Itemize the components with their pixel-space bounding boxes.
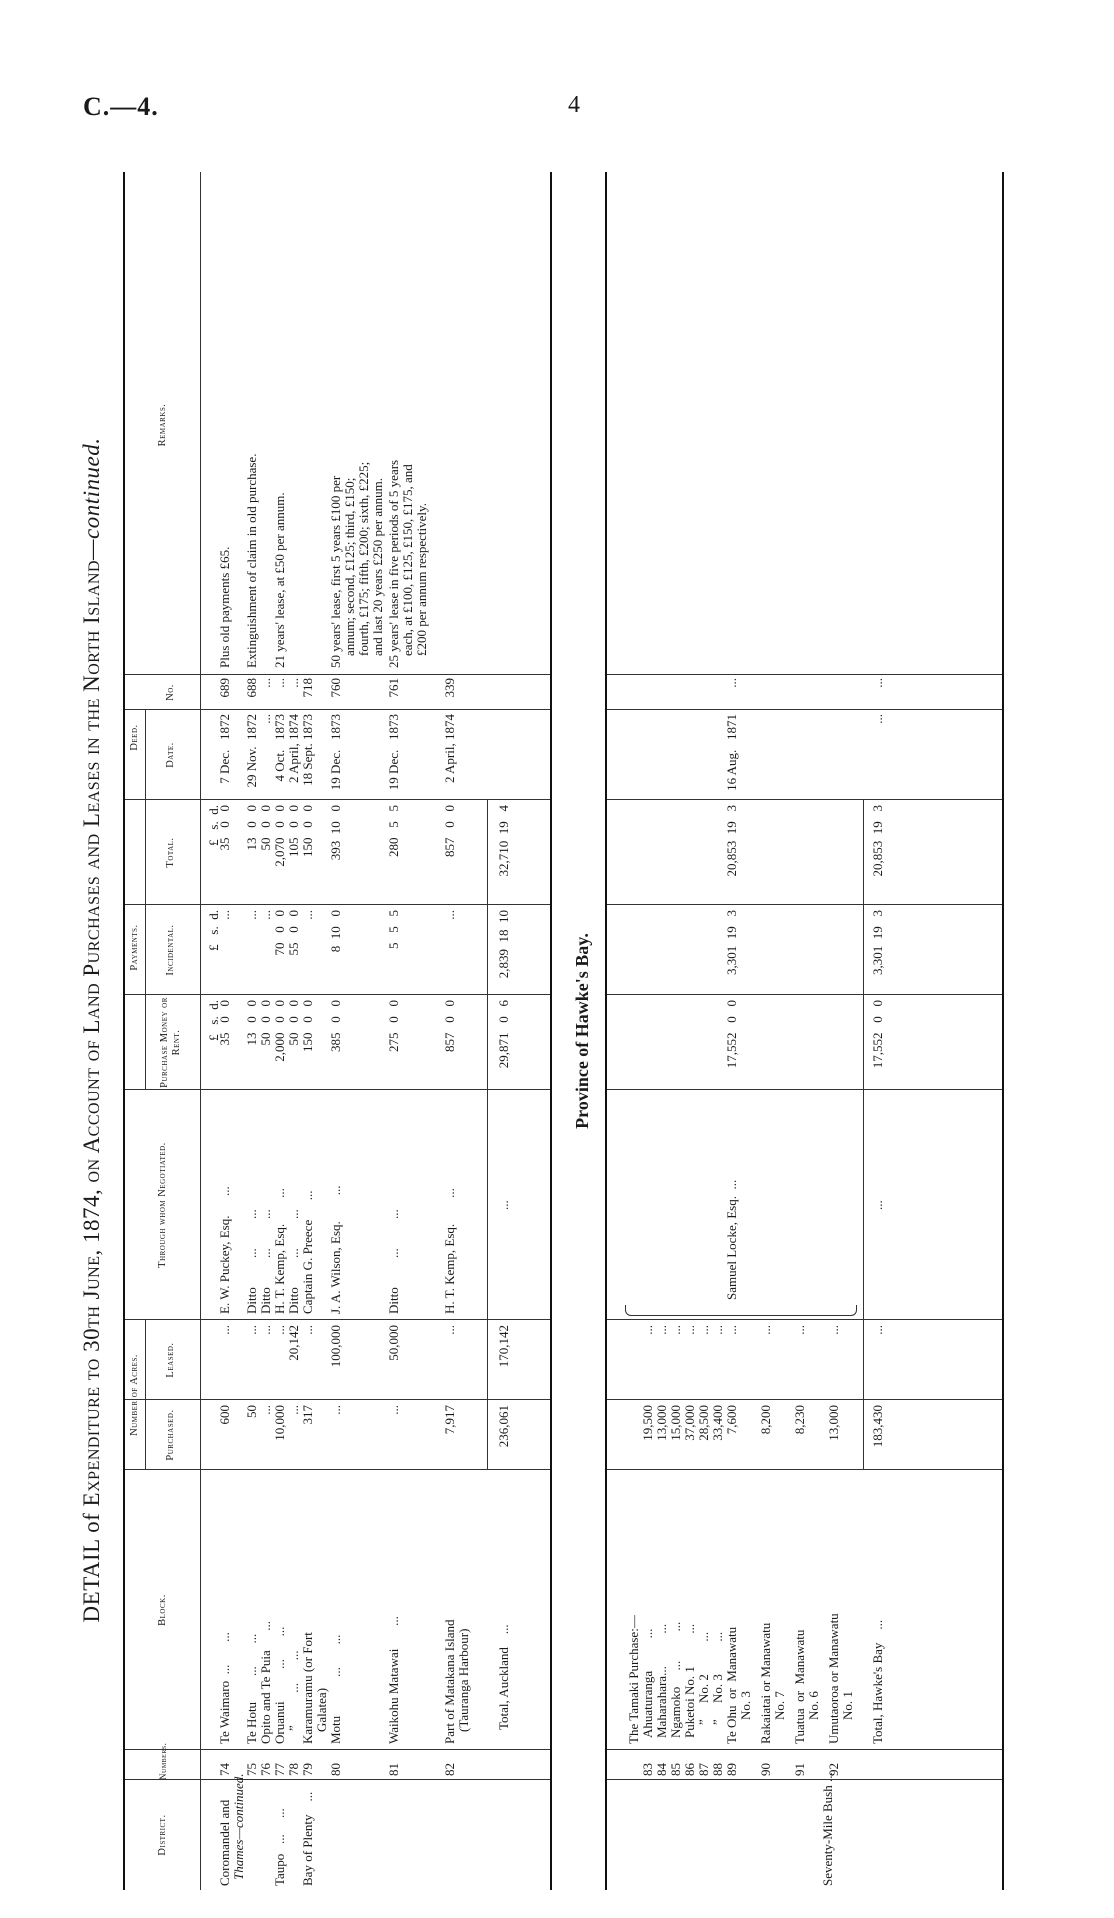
row-block-continued: (Tauranga Harbour) — [456, 1628, 471, 1732]
row-through: E. W. Puckey, Esq. ... — [217, 1186, 232, 1314]
header-deed: Deed. — [129, 724, 140, 751]
row-number: 77 — [272, 1763, 287, 1776]
total-deed-no: ... — [870, 678, 885, 688]
purchase-title: The Tamaki Purchase:— — [626, 1615, 641, 1744]
row-remarks: 25 years' lease in five periods of 5 years — [386, 459, 401, 668]
title-suffix: —continued. — [79, 437, 104, 560]
province-heading: Province of Hawke's Bay. — [572, 933, 592, 1129]
row-through: Ditto ... ... — [258, 1209, 273, 1314]
row-block: Karamuramu (or Fort — [300, 1632, 315, 1744]
row-through: Samuel Locke, Esq. ... — [724, 1179, 739, 1300]
auckland-table — [123, 172, 552, 1890]
row-incidental: ... — [300, 910, 315, 920]
row-number: 91 — [792, 1763, 807, 1776]
row-leased: ... — [758, 1325, 773, 1335]
table-title — [79, 190, 105, 1870]
row-purchase-money: 275 0 0 — [386, 1000, 401, 1052]
row-purchased: 50 — [244, 1405, 259, 1418]
row-total: 20,853 19 3 — [724, 805, 739, 877]
row-purchased: 7,917 — [442, 1405, 457, 1435]
row-purchase-money: 857 0 0 — [442, 1000, 457, 1052]
row-total: 857 0 0 — [442, 805, 457, 857]
header-date: Date. — [165, 742, 176, 768]
row-purchased: ... — [328, 1405, 343, 1415]
row-block: Oruanui ... ... — [272, 1626, 287, 1744]
row-leased: ... — [300, 1325, 315, 1335]
row-incidental: ... — [442, 910, 457, 920]
row-purchased: 15,000 — [668, 1405, 683, 1441]
row-deed-date: 29 Nov. 1872 — [244, 714, 259, 788]
row-deed-no: ... — [272, 678, 287, 688]
row-remarks-continued: each, at £100, £125, £150, £175, and — [400, 464, 415, 656]
row-total: 280 5 5 — [386, 805, 401, 857]
row-deed-no: ... — [286, 678, 301, 688]
title-main: Expenditure to 30th June, 1874, on Account of Land Purchases and Leases in the North Island — [79, 559, 104, 1507]
row-leased: ... — [668, 1325, 683, 1335]
row-block: Maharahara... ... — [654, 1623, 669, 1738]
row-total: 150 0 0 — [300, 805, 315, 857]
district-label: Seventy-Mile Bush ... — [820, 1772, 835, 1886]
row-leased: 50,000 — [386, 1325, 401, 1361]
row-purchase-money: 150 0 0 — [300, 1000, 315, 1052]
header-through: Through whom Negotiated. — [157, 1142, 168, 1268]
header-numbers: Numbers. — [158, 1742, 168, 1780]
row-through: Captain G. Preece ... — [300, 1190, 315, 1314]
row-remarks: Plus old payments £65. — [217, 546, 232, 668]
row-number: 75 — [244, 1763, 259, 1776]
row-deed-date: 2 April, 1874 — [442, 714, 457, 783]
row-purchased: 19,500 — [640, 1405, 655, 1441]
district-label: Bay of Plenty ... — [300, 1791, 315, 1886]
total-through: ... — [870, 1200, 885, 1210]
row-through: Ditto ... ... — [244, 1209, 259, 1314]
row-purchased: 13,000 — [826, 1405, 841, 1441]
total-purchased: 183,430 — [870, 1405, 885, 1448]
header-acres: Number of Acres. — [129, 1354, 140, 1436]
rotated-table-sheet — [79, 150, 1085, 1910]
lsd-label-pm: £ s. d. — [206, 1000, 221, 1041]
row-number: 76 — [258, 1763, 273, 1776]
total-total: 32,710 19 4 — [496, 805, 511, 877]
row-block: ” ... ... — [286, 1650, 301, 1744]
header-incidental: Incidental. — [165, 924, 176, 976]
row-leased: ... — [258, 1325, 273, 1335]
title-prefix: DETAIL of — [79, 1506, 104, 1623]
row-block: ” No. 3 ... — [710, 1631, 725, 1738]
row-incidental: 3,301 19 3 — [724, 910, 739, 975]
row-block: Ngamoko ... ... — [668, 1621, 683, 1738]
row-deed-no: ... — [258, 678, 273, 688]
row-through: H. T. Kemp, Esq. ... — [272, 1188, 287, 1314]
row-leased: ... — [272, 1325, 287, 1335]
district-label: Thames—continued. — [231, 1773, 246, 1880]
row-deed-date: 4 Oct. 1873 — [272, 714, 287, 782]
row-deed-date: 16 Aug. 1871 — [724, 714, 739, 791]
row-block: Tuatua or Manawatu — [792, 1629, 807, 1744]
grouping-brace — [625, 1305, 857, 1316]
row-purchase-money: 17,552 0 0 — [724, 1000, 739, 1069]
row-leased: ... — [654, 1325, 669, 1335]
row-deed-date: ... — [258, 714, 273, 724]
row-block: Ahuaturanga ... — [640, 1628, 655, 1738]
header-leased: Leased. — [165, 1342, 176, 1378]
row-number: 79 — [300, 1763, 315, 1776]
total-label: Total, Auckland ... — [496, 1624, 511, 1730]
row-remarks-continued: fourth, £175; fifth, £200; sixth, £225; — [356, 461, 371, 656]
row-leased: ... — [442, 1325, 457, 1335]
row-total: 393 10 0 — [328, 805, 343, 861]
row-incidental: ... — [244, 910, 259, 920]
row-leased: ... — [792, 1325, 807, 1335]
row-block: Waikohu Matawai ... — [386, 1616, 401, 1744]
total-total: 20,853 19 3 — [870, 805, 885, 877]
row-leased: ... — [682, 1325, 697, 1335]
row-block: Te Ohu or Manawatu — [724, 1626, 739, 1744]
row-deed-no: 339 — [442, 678, 457, 698]
row-number: 89 — [724, 1763, 739, 1776]
row-incidental: ... — [258, 910, 273, 920]
row-purchased: 33,400 — [710, 1405, 725, 1441]
total-purchase-money: 29,871 0 6 — [496, 1000, 511, 1069]
row-deed-no: ... — [724, 678, 739, 688]
row-purchased: ... — [258, 1405, 273, 1415]
row-block-continued: No. 7 — [772, 1691, 787, 1720]
row-purchased: ... — [286, 1405, 301, 1415]
row-remarks-continued: £200 per annum respectively. — [414, 503, 429, 656]
row-number: 86 — [682, 1763, 697, 1776]
row-incidental: 8 10 0 — [328, 910, 343, 953]
row-number: 84 — [654, 1763, 669, 1776]
row-block: Puketoi No. 1 ... — [682, 1623, 697, 1738]
district-label: Coromandel and — [217, 1799, 232, 1886]
total-incidental: 2,839 18 10 — [496, 910, 511, 979]
row-deed-date: 7 Dec. 1872 — [217, 714, 232, 784]
header-block: Block. — [157, 1594, 168, 1626]
page-header — [0, 0, 1114, 130]
row-purchased: 600 — [217, 1405, 232, 1425]
row-block: Umutaoroa or Manawatu — [826, 1613, 841, 1744]
lsd-label-total: £ s. d. — [206, 805, 221, 846]
total-deed-date: ... — [870, 714, 885, 724]
row-through: J. A. Wilson, Esq. ... — [328, 1185, 343, 1314]
row-purchased: 8,200 — [758, 1405, 773, 1435]
total-leased: 170,142 — [496, 1325, 511, 1368]
row-block: Rakaiatai or Manawatu — [758, 1622, 773, 1744]
row-purchased: 28,500 — [696, 1405, 711, 1441]
row-purchased: 7,600 — [724, 1405, 739, 1435]
row-remarks-continued: annum; second, £125; third, £150; — [342, 477, 357, 656]
row-through: Ditto ... ... — [286, 1209, 301, 1314]
row-purchased: ... — [386, 1405, 401, 1415]
row-leased: ... — [826, 1325, 841, 1335]
row-block: Te Hotu ... ... — [244, 1633, 259, 1744]
row-through: H. T. Kemp, Esq. ... — [442, 1188, 457, 1314]
row-block-continued: No. 1 — [840, 1691, 855, 1720]
row-purchased: 317 — [300, 1405, 315, 1425]
row-number: 92 — [826, 1763, 841, 1776]
total-incidental: 3,301 19 3 — [870, 910, 885, 975]
row-total: 2,070 0 0 — [272, 805, 287, 867]
row-through: Ditto ... ... — [386, 1209, 401, 1314]
district-label: Taupo ... ... — [272, 1808, 287, 1886]
row-leased: ... — [696, 1325, 711, 1335]
row-number: 87 — [696, 1763, 711, 1776]
row-remarks: 21 years' lease, at £50 per annum. — [272, 492, 287, 668]
row-incidental: 5 5 5 — [386, 910, 401, 949]
row-block: Te Waimaro ... ... — [217, 1632, 232, 1744]
row-purchase-money: 2,000 0 0 — [272, 1000, 287, 1062]
row-purchase-money: 50 0 0 — [286, 1000, 301, 1046]
row-remarks-continued: and last 20 years £250 per annum. — [370, 478, 385, 656]
row-total: 105 0 0 — [286, 805, 301, 857]
header-remarks: Remarks. — [157, 403, 168, 447]
total-leased: ... — [870, 1325, 885, 1335]
header-district: District. — [157, 1814, 168, 1856]
page-number: 4 — [568, 92, 580, 118]
row-block-continued: Galatea) — [314, 1687, 329, 1732]
row-number: 81 — [386, 1763, 401, 1776]
row-deed-date: 18 Sept. 1873 — [300, 714, 315, 786]
row-block-continued: No. 3 — [738, 1691, 753, 1720]
row-leased: 100,000 — [328, 1325, 343, 1368]
header-total: Total. — [165, 837, 176, 868]
row-deed-no: 760 — [328, 678, 343, 698]
total-through: ... — [496, 1200, 511, 1210]
row-purchased: 37,000 — [682, 1405, 697, 1441]
row-leased: 20,142 — [286, 1325, 301, 1361]
row-incidental: 55 0 0 — [286, 910, 301, 956]
row-number: 85 — [668, 1763, 683, 1776]
row-deed-no: 718 — [300, 678, 315, 698]
row-total: 13 0 0 — [244, 805, 259, 851]
header-payments: Payments. — [129, 924, 140, 971]
document-code: C.—4. — [83, 92, 159, 121]
total-purchase-money: 17,552 0 0 — [870, 1000, 885, 1069]
row-number: 80 — [328, 1763, 343, 1776]
row-purchase-money: 385 0 0 — [328, 1000, 343, 1052]
total-purchased: 236,061 — [496, 1405, 511, 1448]
row-number: 88 — [710, 1763, 725, 1776]
total-label: Total, Hawke's Bay ... — [870, 1619, 885, 1744]
row-block-continued: No. 6 — [806, 1691, 821, 1720]
row-purchased: 8,230 — [792, 1405, 807, 1435]
row-leased: ... — [244, 1325, 259, 1335]
row-leased: ... — [724, 1325, 739, 1335]
row-purchase-money: 35 0 0 — [217, 1000, 232, 1046]
row-number: 74 — [217, 1763, 232, 1776]
row-purchased: 13,000 — [654, 1405, 669, 1441]
row-deed-no: 761 — [386, 678, 401, 698]
row-deed-date: 19 Dec. 1873 — [328, 714, 343, 791]
row-number: 90 — [758, 1763, 773, 1776]
row-deed-no: 688 — [244, 678, 259, 698]
row-purchase-money: 13 0 0 — [244, 1000, 259, 1046]
header-deed-no: No. — [165, 684, 176, 701]
row-block: ” No. 2 ... — [696, 1631, 711, 1738]
row-leased: ... — [217, 1325, 232, 1335]
row-block: Opito and Te Puia ... — [258, 1620, 273, 1744]
header-purchased: Purchased. — [165, 1409, 176, 1461]
row-deed-no: 689 — [217, 678, 232, 698]
row-block: Part of Matakana Island — [442, 1619, 457, 1744]
row-deed-date: 19 Dec. 1873 — [386, 714, 401, 791]
row-leased: ... — [640, 1325, 655, 1335]
row-number: 82 — [442, 1763, 457, 1776]
header-purchase-money: Purchase Money or Rent. — [159, 997, 182, 1088]
row-total: 35 0 0 — [217, 805, 232, 851]
row-deed-date: 2 April, 1874 — [286, 714, 301, 783]
hawkes-bay-table — [605, 172, 1004, 1890]
row-total: 50 0 0 — [258, 805, 273, 851]
row-remarks: Extinguishment of claim in old purchase. — [244, 453, 259, 668]
row-purchase-money: 50 0 0 — [258, 1000, 273, 1046]
row-incidental: ... — [217, 910, 232, 920]
row-leased: ... — [710, 1325, 725, 1335]
lsd-label-inc: £ s. d. — [206, 910, 221, 951]
row-purchased: 10,000 — [272, 1405, 287, 1441]
row-number: 83 — [640, 1763, 655, 1776]
row-block: Motu ... ... — [328, 1634, 343, 1744]
row-remarks: 50 years' lease, first 5 years £100 per — [328, 475, 343, 668]
row-incidental: 70 0 0 — [272, 910, 287, 956]
row-number: 78 — [286, 1763, 301, 1776]
